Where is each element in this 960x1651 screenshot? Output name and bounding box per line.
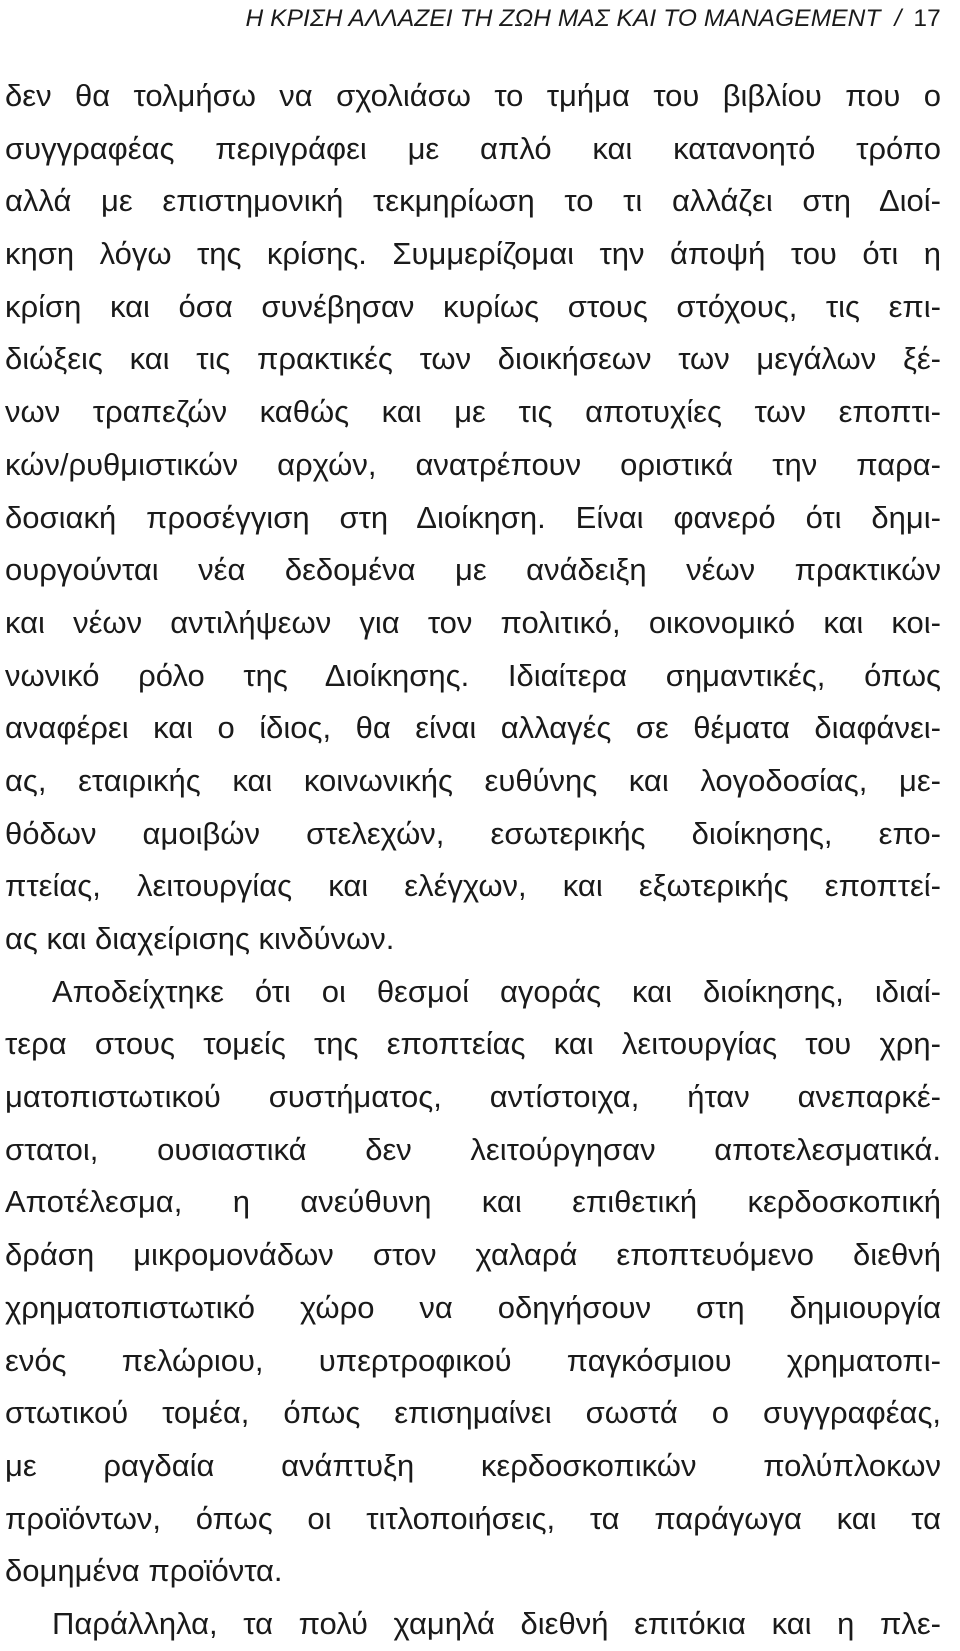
text-line: προϊόντων, όπως οι τιτλοποιήσεις, τα παράγωγα και τα (5, 1500, 941, 1536)
text-line: ματοπιστωτικού συστήματος, αντίστοιχα, ήταν ανεπαρκέ- (5, 1079, 941, 1115)
text-line: δοσιακή προσέγγιση στη Διοίκηση. Είναι φανερό ότι δημι- (5, 499, 941, 535)
text-line: νωνικό ρόλο της Διοίκησης. Ιδιαίτερα σημαντικές, όπως (5, 657, 941, 693)
text-line: ας και διαχείρισης κινδύνων. (5, 921, 395, 956)
text-line: δεν θα τολμήσω να σχολιάσω το τμήμα του βιβλίου που ο (5, 78, 941, 113)
page-number: 17 (913, 5, 941, 32)
text-line: διώξεις και τις πρακτικές των διοικήσεων των μεγάλων ξέ- (5, 341, 941, 377)
running-head-title: Η ΚΡΙΣΗ ΑΛΛΑΖΕΙ ΤΗ ΖΩΗ ΜΑΣ ΚΑΙ ΤΟ MANAGEMENT (245, 5, 881, 32)
text-line: στατοι, ουσιαστικά δεν λειτούργησαν αποτελεσματικά. (5, 1131, 941, 1167)
text-line: δομημένα προϊόντα. (5, 1553, 283, 1589)
text-line: με ραγδαία ανάπτυξη κερδοσκοπικών πολύπλοκων (5, 1447, 941, 1483)
paragraph-3 (5, 1598, 941, 1651)
body-text (5, 70, 941, 1651)
text-line: δράση μικρομονάδων στον χαλαρά εποπτευόμενο διεθνή (5, 1237, 941, 1273)
text-line: χρηματοπιστωτικό χώρο να οδηγήσουν στη δημιουργία (5, 1289, 941, 1325)
running-head-separator: / (894, 5, 902, 32)
text-line: τερα στους τομείς της εποπτείας και λειτουργίας του χρη- (5, 1026, 941, 1062)
text-line: πτείας, λειτουργίας και ελέγχων, και εξωτερικής εποπτεί- (5, 868, 941, 904)
text-line: ας, εταιρικής και κοινωνικής ευθύνης και λογοδοσίας, με- (5, 762, 941, 798)
text-line: κηση λόγω της κρίσης. Συμμερίζομαι την άποψή του ότι η (5, 236, 941, 272)
text-line: Αποτέλεσμα, η ανεύθυνη και επιθετική κερδοσκοπική (5, 1184, 941, 1220)
text-line: θόδων αμοιβών στελεχών, εσωτερικής διοίκησης, επο- (5, 815, 941, 851)
text-line: ουργούνται νέα δεδομένα με ανάδειξη νέων πρακτικών (5, 552, 941, 588)
paragraph-2 (5, 966, 941, 1598)
text-line: Παράλληλα, τα πολύ χαμηλά διεθνή επιτόκια και η πλε- (52, 1605, 941, 1641)
text-line: κών/ρυθμιστικών αρχών, ανατρέπουν οριστικά την παρα- (5, 446, 941, 482)
text-line: αλλά με επιστημονική τεκμηρίωση το τι αλλάζει στη Διοί- (5, 183, 941, 219)
text-line: νων τραπεζών καθώς και με τις αποτυχίες των εποπτι- (5, 394, 941, 430)
running-head (0, 4, 941, 34)
text-line: αναφέρει και ο ίδιος, θα είναι αλλαγές σε θέματα διαφάνει- (5, 710, 941, 746)
text-line: ενός πελώριου, υπερτροφικού παγκόσμιου χρηματοπι- (5, 1342, 941, 1378)
text-line: συγγραφέας περιγράφει με απλό και κατανοητό τρόπο (5, 130, 941, 166)
text-line: και νέων αντιλήψεων για τον πολιτικό, οικονομικό και κοι- (5, 604, 941, 640)
paragraph-1 (5, 70, 941, 966)
text-line: κρίση και όσα συνέβησαν κυρίως στους στόχους, τις επι- (5, 288, 941, 324)
text-line: Αποδείχτηκε ότι οι θεσμοί αγοράς και διοίκησης, ιδιαί- (52, 973, 941, 1009)
text-line: στωτικού τομέα, όπως επισημαίνει σωστά ο συγγραφέας, (5, 1395, 941, 1431)
